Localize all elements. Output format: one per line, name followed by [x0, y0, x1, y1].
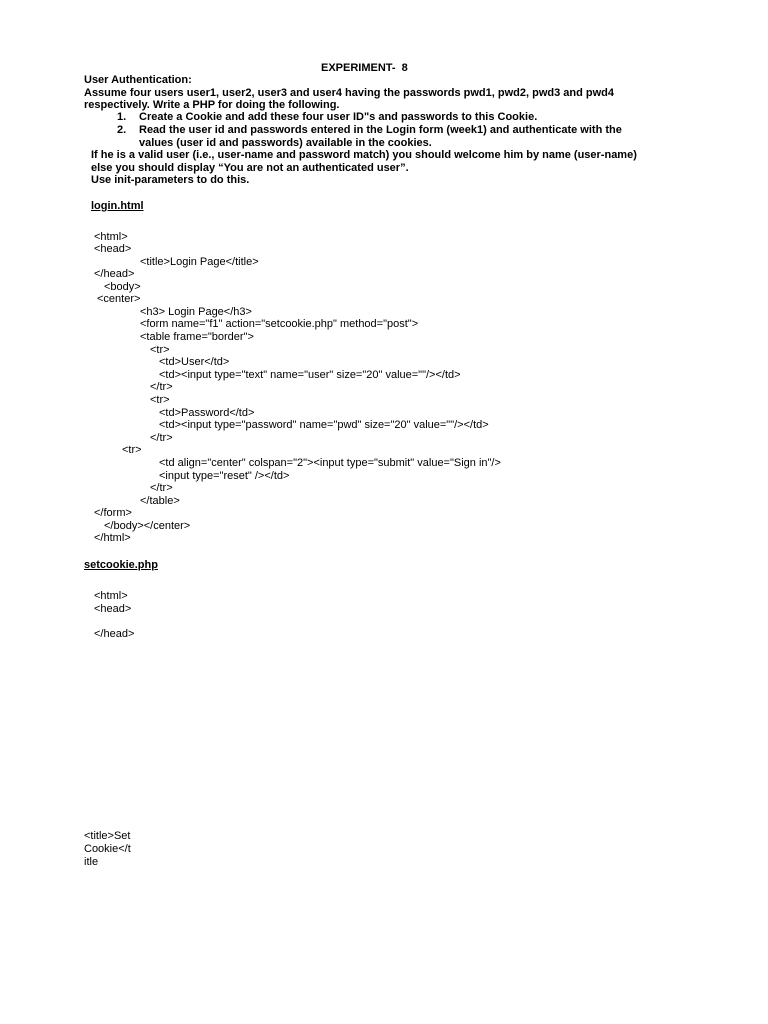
item-2-continuation: values (user id and passwords) available in the cookies.: [139, 137, 432, 149]
code-line: <head>: [94, 243, 132, 255]
code-line: <h3> Login Page</h3>: [140, 306, 252, 318]
title-fragment-line: Cookie</t: [84, 843, 131, 855]
code-line: </table>: [140, 495, 180, 507]
code-line: <head>: [94, 603, 132, 615]
code-line: </head>: [94, 268, 135, 280]
title-fragment-line: itle: [84, 856, 99, 868]
code-line: <td align="center" colspan="2"><input type="submit" value="Sign in"/>: [159, 457, 501, 469]
experiment-heading: EXPERIMENT- 8: [321, 62, 408, 74]
code-line: <tr>: [150, 344, 170, 356]
intro-line-3: If he is a valid user (i.e., user-name and password match) you should welcome him by name (user-name): [91, 149, 637, 161]
code-line: <td><input type="text" name="user" size="20" value=""/></td>: [159, 369, 461, 381]
code-line: </tr>: [150, 381, 173, 393]
code-line: <tr>: [122, 444, 142, 456]
item-1-number: 1.: [117, 111, 127, 123]
intro-line-4: else you should display “You are not an authenticated user”.: [91, 162, 409, 174]
item-2-text: Read the user id and passwords entered in the Login form (week1) and authenticate with the: [139, 124, 622, 136]
code-line: </form>: [94, 507, 132, 519]
item-2-number: 2.: [117, 124, 127, 136]
code-line: <td>Password</td>: [159, 407, 255, 419]
code-line: <tr>: [150, 394, 170, 406]
code-line: </tr>: [150, 482, 173, 494]
code-line: <form name="f1" action="setcookie.php" method="post">: [140, 318, 419, 330]
intro-line-1: Assume four users user1, user2, user3 and user4 having the passwords pwd1, pwd2, pwd3 and pwd4: [84, 87, 614, 99]
code-line: <td>User</td>: [159, 356, 230, 368]
title-fragment-line: <title>Set: [84, 830, 131, 842]
intro-title: User Authentication:: [84, 74, 192, 86]
code-line: <center>: [97, 293, 141, 305]
code-line: <body>: [104, 281, 141, 293]
code-line: <html>: [94, 590, 128, 602]
code-line: </html>: [94, 532, 131, 544]
code-line: <input type="reset" /></td>: [159, 470, 290, 482]
code-line: <html>: [94, 231, 128, 243]
code-line: <td><input type="password" name="pwd" size="20" value=""/></td>: [159, 419, 489, 431]
code-line: <table frame="border">: [140, 331, 254, 343]
code-line: </head>: [94, 628, 135, 640]
intro-line-2: respectively. Write a PHP for doing the following.: [84, 99, 340, 111]
code-line: <title>Login Page</title>: [140, 256, 259, 268]
intro-line-5: Use init-parameters to do this.: [91, 174, 250, 186]
setcookie-section-title: setcookie.php: [84, 559, 158, 571]
code-line: </body></center>: [104, 520, 191, 532]
item-1-text: Create a Cookie and add these four user ID"s and passwords to this Cookie.: [139, 111, 538, 123]
login-section-title: login.html: [91, 200, 144, 212]
code-line: </tr>: [150, 432, 173, 444]
